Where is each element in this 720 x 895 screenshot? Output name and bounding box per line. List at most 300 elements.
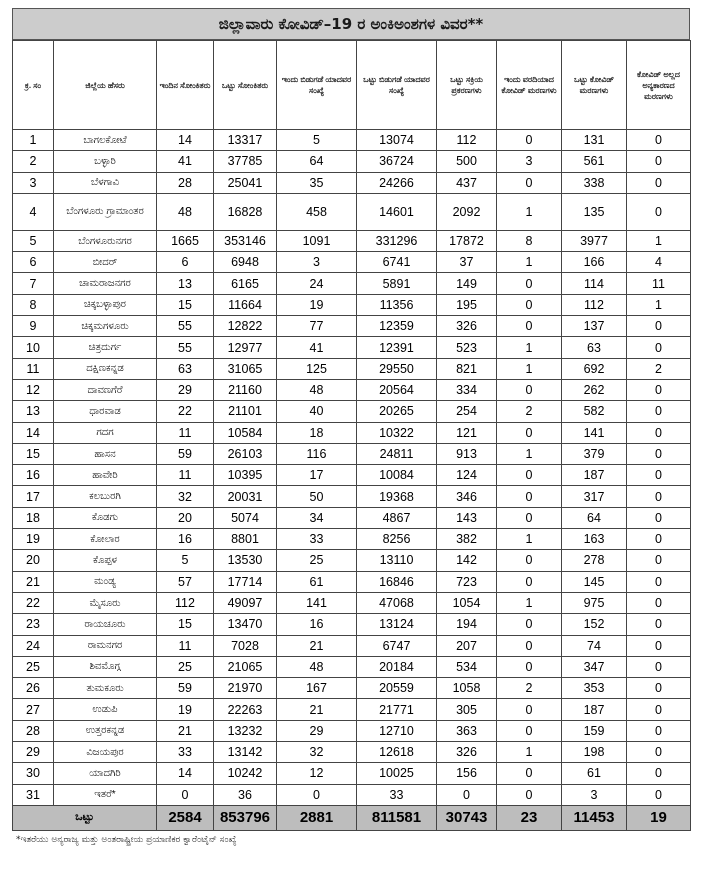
table-cell: 346	[437, 486, 497, 507]
table-cell: 34	[277, 507, 357, 528]
table-cell: 59	[157, 443, 214, 464]
district-name-cell: ಉಡುಪಿ	[54, 699, 157, 720]
table-cell: 10395	[214, 465, 277, 486]
table-cell: 534	[437, 656, 497, 677]
table-cell: 11	[627, 273, 691, 294]
table-cell: 1	[497, 252, 562, 273]
table-cell: 11	[157, 422, 214, 443]
table-cell: 6	[13, 252, 54, 273]
table-cell: 1	[13, 130, 54, 151]
table-cell: 64	[277, 151, 357, 172]
table-cell: 0	[627, 401, 691, 422]
table-cell: 23	[13, 614, 54, 635]
table-cell: 48	[277, 656, 357, 677]
table-row	[13, 193, 691, 230]
district-name-cell: ತುಮಕೂರು	[54, 678, 157, 699]
district-name-cell: ಕೊಪ್ಪಳ	[54, 550, 157, 571]
table-cell: 1	[497, 193, 562, 230]
district-name-cell: ಹಾವೇರಿ	[54, 465, 157, 486]
table-cell: 16	[157, 529, 214, 550]
table-cell: 166	[562, 252, 627, 273]
table-cell: 11	[157, 635, 214, 656]
table-cell: 152	[562, 614, 627, 635]
table-cell: 143	[437, 507, 497, 528]
table-cell: 47068	[357, 592, 437, 613]
table-cell: 0	[627, 151, 691, 172]
table-cell: 458	[277, 193, 357, 230]
table-cell: 32	[157, 486, 214, 507]
table-cell: 1091	[277, 230, 357, 251]
table-cell: 0	[627, 763, 691, 784]
table-cell: 0	[627, 614, 691, 635]
total-cell: 853796	[214, 805, 277, 830]
district-name-cell: ಶಿವಮೊಗ್ಗ	[54, 656, 157, 677]
table-cell: 21	[277, 699, 357, 720]
table-cell: 8256	[357, 529, 437, 550]
table-cell: 10322	[357, 422, 437, 443]
table-cell: 21771	[357, 699, 437, 720]
table-cell: 821	[437, 358, 497, 379]
total-cell: 11453	[562, 805, 627, 830]
table-cell: 6747	[357, 635, 437, 656]
table-cell: 6741	[357, 252, 437, 273]
table-cell: 2092	[437, 193, 497, 230]
table-cell: 59	[157, 678, 214, 699]
table-cell: 334	[437, 379, 497, 400]
table-cell: 49097	[214, 592, 277, 613]
table-cell: 156	[437, 763, 497, 784]
district-name-cell: ಬಾಗಲಕೋಟೆ	[54, 130, 157, 151]
table-cell: 0	[627, 529, 691, 550]
table-cell: 41	[277, 337, 357, 358]
table-cell: 20559	[357, 678, 437, 699]
table-cell: 207	[437, 635, 497, 656]
table-row	[13, 230, 691, 251]
table-cell: 326	[437, 316, 497, 337]
table-cell: 0	[627, 592, 691, 613]
district-name-cell: ಬೆಂಗಳೂರುನಗರ	[54, 230, 157, 251]
table-cell: 21	[157, 720, 214, 741]
table-cell: 13142	[214, 742, 277, 763]
table-cell: 63	[562, 337, 627, 358]
district-name-cell: ಉತ್ತರಕನ್ನಡ	[54, 720, 157, 741]
table-cell: 124	[437, 465, 497, 486]
table-cell: 13	[157, 273, 214, 294]
table-cell: 0	[497, 130, 562, 151]
table-cell: 0	[497, 784, 562, 805]
table-row	[13, 337, 691, 358]
table-cell: 0	[627, 507, 691, 528]
column-header: ಜಿಲ್ಲೆಯ ಹೆಸರು	[54, 41, 157, 130]
table-cell: 975	[562, 592, 627, 613]
table-cell: 1058	[437, 678, 497, 699]
table-cell: 30	[13, 763, 54, 784]
table-cell: 7	[13, 273, 54, 294]
table-header-row	[13, 41, 691, 130]
total-cell: 811581	[357, 805, 437, 830]
table-cell: 3977	[562, 230, 627, 251]
table-cell: 135	[562, 193, 627, 230]
table-cell: 9	[13, 316, 54, 337]
table-cell: 0	[497, 720, 562, 741]
table-cell: 14601	[357, 193, 437, 230]
table-row	[13, 635, 691, 656]
table-cell: 15	[157, 294, 214, 315]
table-cell: 5	[277, 130, 357, 151]
table-cell: 17	[277, 465, 357, 486]
table-cell: 16	[277, 614, 357, 635]
table-cell: 159	[562, 720, 627, 741]
table-row	[13, 571, 691, 592]
table-cell: 18	[277, 422, 357, 443]
total-cell: 23	[497, 805, 562, 830]
table-cell: 12710	[357, 720, 437, 741]
column-header: ಕ್ರ. ಸಂ	[13, 41, 54, 130]
district-name-cell: ಕೊಡಗು	[54, 507, 157, 528]
table-cell: 195	[437, 294, 497, 315]
district-name-cell: ಧಾರವಾಡ	[54, 401, 157, 422]
table-cell: 19	[13, 529, 54, 550]
table-row	[13, 742, 691, 763]
district-name-cell: ಯಾದಗಿರಿ	[54, 763, 157, 784]
table-cell: 0	[627, 422, 691, 443]
table-cell: 3	[562, 784, 627, 805]
table-cell: 523	[437, 337, 497, 358]
table-cell: 2	[627, 358, 691, 379]
table-cell: 61	[562, 763, 627, 784]
table-cell: 21101	[214, 401, 277, 422]
table-cell: 0	[627, 486, 691, 507]
table-cell: 500	[437, 151, 497, 172]
table-cell: 0	[497, 656, 562, 677]
table-cell: 4	[627, 252, 691, 273]
table-cell: 163	[562, 529, 627, 550]
table-cell: 16828	[214, 193, 277, 230]
table-cell: 77	[277, 316, 357, 337]
table-cell: 26	[13, 678, 54, 699]
column-header: ಕೋವಿಡ್ ಅಲ್ಲದ ಅನ್ಯಕಾರಣದ ಮರಣಗಳು	[627, 41, 691, 130]
table-cell: 6165	[214, 273, 277, 294]
table-cell: 0	[497, 486, 562, 507]
table-cell: 0	[497, 550, 562, 571]
table-cell: 11	[157, 465, 214, 486]
table-cell: 0	[627, 550, 691, 571]
table-cell: 5891	[357, 273, 437, 294]
table-row	[13, 529, 691, 550]
table-cell: 12822	[214, 316, 277, 337]
table-cell: 21065	[214, 656, 277, 677]
table-cell: 17714	[214, 571, 277, 592]
table-cell: 22	[157, 401, 214, 422]
table-cell: 0	[437, 784, 497, 805]
table-cell: 0	[627, 635, 691, 656]
table-cell: 331296	[357, 230, 437, 251]
table-cell: 13074	[357, 130, 437, 151]
table-cell: 1054	[437, 592, 497, 613]
table-cell: 114	[562, 273, 627, 294]
table-cell: 194	[437, 614, 497, 635]
table-cell: 20184	[357, 656, 437, 677]
report-sheet	[12, 8, 690, 845]
table-cell: 24	[277, 273, 357, 294]
district-name-cell: ದಕ್ಷಿಣಕನ್ನಡ	[54, 358, 157, 379]
table-cell: 561	[562, 151, 627, 172]
table-row	[13, 720, 691, 741]
table-cell: 29	[157, 379, 214, 400]
table-cell: 11664	[214, 294, 277, 315]
table-cell: 0	[277, 784, 357, 805]
table-cell: 29	[13, 742, 54, 763]
district-name-cell: ಚಿಕ್ಕಬಳ್ಳಾಪುರ	[54, 294, 157, 315]
table-cell: 21	[277, 635, 357, 656]
table-cell: 12	[13, 379, 54, 400]
table-cell: 24266	[357, 172, 437, 193]
table-cell: 10084	[357, 465, 437, 486]
district-name-cell: ದಾವಣಗೆರೆ	[54, 379, 157, 400]
table-cell: 37	[437, 252, 497, 273]
table-cell: 64	[562, 507, 627, 528]
table-cell: 131	[562, 130, 627, 151]
district-name-cell: ಗದಗ	[54, 422, 157, 443]
table-cell: 254	[437, 401, 497, 422]
table-cell: 437	[437, 172, 497, 193]
table-cell: 1	[497, 337, 562, 358]
table-cell: 48	[157, 193, 214, 230]
table-cell: 326	[437, 742, 497, 763]
table-cell: 6	[157, 252, 214, 273]
table-cell: 1	[627, 230, 691, 251]
table-cell: 187	[562, 699, 627, 720]
table-row	[13, 507, 691, 528]
table-cell: 14	[13, 422, 54, 443]
table-cell: 141	[562, 422, 627, 443]
table-cell: 61	[277, 571, 357, 592]
table-cell: 41	[157, 151, 214, 172]
table-cell: 37785	[214, 151, 277, 172]
table-cell: 16846	[357, 571, 437, 592]
table-row	[13, 678, 691, 699]
table-cell: 15	[13, 443, 54, 464]
table-cell: 353	[562, 678, 627, 699]
district-name-cell: ಚಾಮರಾಜನಗರ	[54, 273, 157, 294]
table-cell: 20	[13, 550, 54, 571]
table-cell: 13	[13, 401, 54, 422]
table-cell: 692	[562, 358, 627, 379]
table-cell: 13530	[214, 550, 277, 571]
total-cell: 2881	[277, 805, 357, 830]
table-cell: 1	[497, 529, 562, 550]
table-cell: 723	[437, 571, 497, 592]
footnote: *ಇತರೆಯು ಅನ್ಯರಾಜ್ಯ ಮತ್ತು ಅಂತರಾಷ್ಟ್ರೀಯ ಪ್ರಯಾಣಿಕರ ಕ್ವಾರೆಂಟೈನ್ ಸಂಖ್ಯೆ	[16, 834, 237, 845]
table-cell: 187	[562, 465, 627, 486]
table-cell: 0	[497, 422, 562, 443]
district-name-cell: ಮಂಡ್ಯ	[54, 571, 157, 592]
district-name-cell: ಮೈಸೂರು	[54, 592, 157, 613]
table-cell: 116	[277, 443, 357, 464]
table-cell: 15	[157, 614, 214, 635]
table-cell: 3	[497, 151, 562, 172]
table-cell: 33	[157, 742, 214, 763]
table-cell: 112	[437, 130, 497, 151]
table-row	[13, 151, 691, 172]
table-cell: 0	[627, 379, 691, 400]
district-name-cell: ಕಲಬುರಗಿ	[54, 486, 157, 507]
table-cell: 0	[627, 130, 691, 151]
district-name-cell: ಕೋಲಾರ	[54, 529, 157, 550]
table-row	[13, 592, 691, 613]
table-cell: 18	[13, 507, 54, 528]
table-cell: 13110	[357, 550, 437, 571]
district-stats-table	[12, 40, 691, 831]
table-cell: 1	[497, 592, 562, 613]
table-cell: 2	[497, 678, 562, 699]
report-title: ಜಿಲ್ಲಾವಾರು ಕೋವಿಡ್–19 ರ ಅಂಕಿಅಂಶಗಳ ವಿವರ**	[12, 8, 690, 40]
table-cell: 57	[157, 571, 214, 592]
table-cell: 1665	[157, 230, 214, 251]
table-row	[13, 130, 691, 151]
table-row	[13, 699, 691, 720]
total-label: ಒಟ್ಟು	[13, 805, 157, 830]
table-cell: 262	[562, 379, 627, 400]
table-cell: 20564	[357, 379, 437, 400]
table-row	[13, 316, 691, 337]
table-cell: 0	[627, 172, 691, 193]
table-cell: 12391	[357, 337, 437, 358]
table-cell: 137	[562, 316, 627, 337]
total-cell: 2584	[157, 805, 214, 830]
table-cell: 22263	[214, 699, 277, 720]
table-cell: 25	[277, 550, 357, 571]
table-cell: 353146	[214, 230, 277, 251]
table-cell: 74	[562, 635, 627, 656]
table-cell: 0	[497, 507, 562, 528]
table-cell: 0	[627, 193, 691, 230]
table-cell: 33	[277, 529, 357, 550]
table-cell: 0	[497, 316, 562, 337]
table-cell: 379	[562, 443, 627, 464]
table-cell: 3	[277, 252, 357, 273]
table-cell: 0	[627, 678, 691, 699]
table-cell: 32	[277, 742, 357, 763]
district-name-cell: ಚಿತ್ರದುರ್ಗ	[54, 337, 157, 358]
table-cell: 0	[497, 614, 562, 635]
table-cell: 2	[13, 151, 54, 172]
table-cell: 10242	[214, 763, 277, 784]
table-cell: 198	[562, 742, 627, 763]
table-cell: 24811	[357, 443, 437, 464]
table-cell: 2	[497, 401, 562, 422]
table-row	[13, 172, 691, 193]
table-cell: 0	[157, 784, 214, 805]
table-cell: 0	[627, 742, 691, 763]
table-cell: 6948	[214, 252, 277, 273]
table-row	[13, 273, 691, 294]
table-cell: 27	[13, 699, 54, 720]
table-cell: 8	[497, 230, 562, 251]
table-cell: 112	[157, 592, 214, 613]
table-cell: 10025	[357, 763, 437, 784]
table-row	[13, 252, 691, 273]
column-header: ಒಟ್ಟು ಕೋವಿಡ್ ಮರಣಗಳು	[562, 41, 627, 130]
table-cell: 0	[627, 443, 691, 464]
table-cell: 20265	[357, 401, 437, 422]
table-body	[13, 130, 691, 831]
table-cell: 19368	[357, 486, 437, 507]
table-cell: 40	[277, 401, 357, 422]
table-cell: 22	[13, 592, 54, 613]
table-cell: 167	[277, 678, 357, 699]
table-cell: 25041	[214, 172, 277, 193]
table-cell: 13317	[214, 130, 277, 151]
table-cell: 13470	[214, 614, 277, 635]
table-cell: 12977	[214, 337, 277, 358]
table-row	[13, 784, 691, 805]
table-cell: 5074	[214, 507, 277, 528]
table-cell: 19	[277, 294, 357, 315]
table-cell: 8801	[214, 529, 277, 550]
district-name-cell: ಬೆಂಗಳೂರು ಗ್ರಾಮಾಂತರ	[54, 193, 157, 230]
table-cell: 12	[277, 763, 357, 784]
table-cell: 19	[157, 699, 214, 720]
table-cell: 4	[13, 193, 54, 230]
table-cell: 31065	[214, 358, 277, 379]
table-cell: 13232	[214, 720, 277, 741]
table-cell: 13124	[357, 614, 437, 635]
table-cell: 48	[277, 379, 357, 400]
table-cell: 142	[437, 550, 497, 571]
table-cell: 36	[214, 784, 277, 805]
district-name-cell: ರಾಮನಗರ	[54, 635, 157, 656]
column-header: ಇಂದು ವರದಿಯಾದ ಕೋವಿಡ್ ಮರಣಗಳು	[497, 41, 562, 130]
table-cell: 0	[497, 635, 562, 656]
table-cell: 21	[13, 571, 54, 592]
table-cell: 582	[562, 401, 627, 422]
table-cell: 4867	[357, 507, 437, 528]
table-row	[13, 550, 691, 571]
table-row	[13, 422, 691, 443]
table-cell: 29550	[357, 358, 437, 379]
table-cell: 1	[497, 358, 562, 379]
table-cell: 12359	[357, 316, 437, 337]
table-row	[13, 614, 691, 635]
total-cell: 30743	[437, 805, 497, 830]
table-cell: 1	[627, 294, 691, 315]
district-name-cell: ಇತರೆ*	[54, 784, 157, 805]
table-cell: 20	[157, 507, 214, 528]
table-cell: 28	[13, 720, 54, 741]
table-cell: 0	[627, 656, 691, 677]
table-cell: 0	[497, 571, 562, 592]
district-name-cell: ಬೆಳಗಾವಿ	[54, 172, 157, 193]
table-cell: 363	[437, 720, 497, 741]
total-cell: 19	[627, 805, 691, 830]
column-header: ಒಟ್ಟು ಬಿಡುಗಡೆ ಯಾದವರ ಸಂಖ್ಯೆ	[357, 41, 437, 130]
district-name-cell: ಬೀದರ್	[54, 252, 157, 273]
district-name-cell: ಹಾಸನ	[54, 443, 157, 464]
table-cell: 0	[497, 699, 562, 720]
table-cell: 14	[157, 763, 214, 784]
table-row	[13, 294, 691, 315]
column-header: ಇಂದು ಬಿಡುಗಡೆ ಯಾದವರ ಸಂಖ್ಯೆ	[277, 41, 357, 130]
table-cell: 3	[13, 172, 54, 193]
column-header: ಒಟ್ಟು ಸೋಂಕಿತರು	[214, 41, 277, 130]
table-cell: 0	[497, 465, 562, 486]
table-cell: 112	[562, 294, 627, 315]
table-cell: 0	[627, 465, 691, 486]
table-cell: 21970	[214, 678, 277, 699]
table-cell: 50	[277, 486, 357, 507]
table-row	[13, 486, 691, 507]
